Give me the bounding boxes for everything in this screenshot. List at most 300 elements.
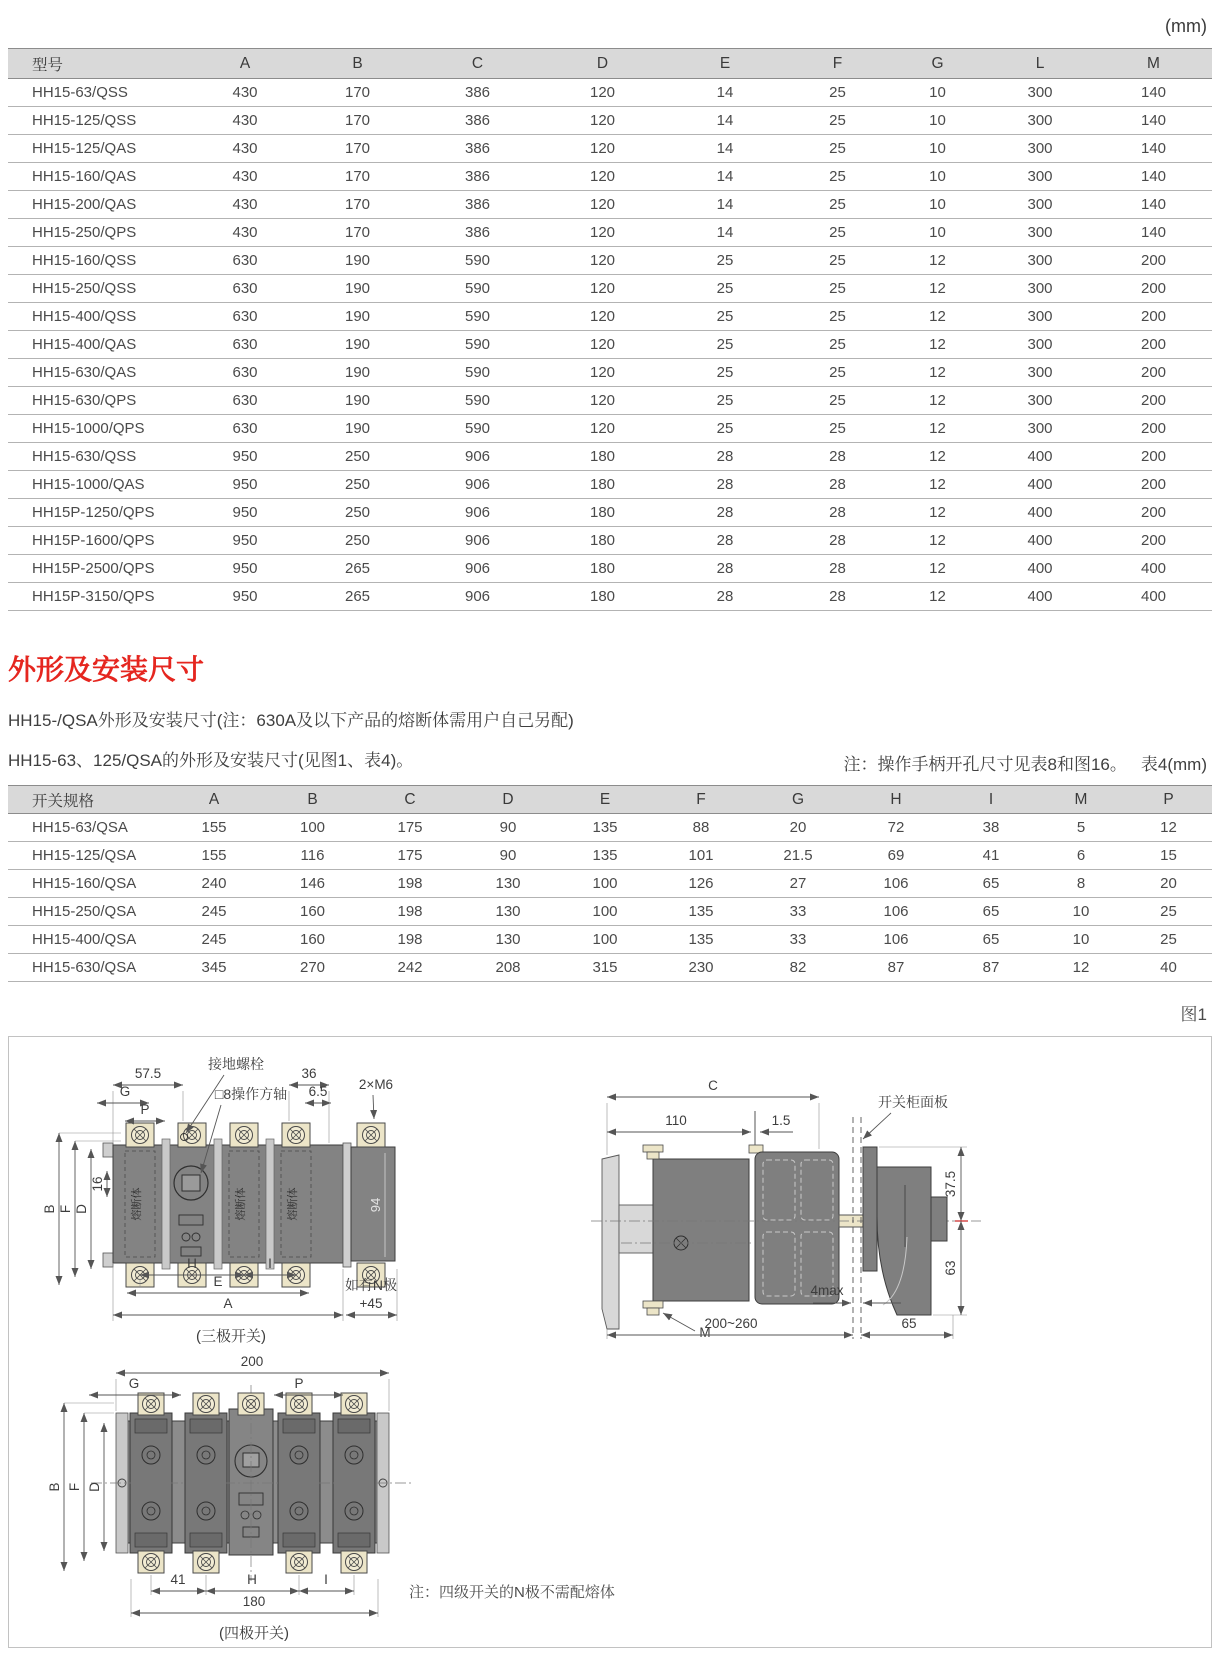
value-cell: 27 [749, 870, 847, 898]
value-cell: 25 [785, 303, 890, 331]
value-cell: 300 [985, 219, 1095, 247]
value-cell: 300 [985, 191, 1095, 219]
value-cell: 155 [164, 814, 264, 842]
value-cell: 190 [300, 415, 415, 443]
value-cell: 87 [847, 954, 945, 982]
panel-label: 开关柜面板 [878, 1094, 948, 1110]
value-cell: 170 [300, 219, 415, 247]
value-cell: 300 [985, 303, 1095, 331]
value-cell: 590 [415, 331, 540, 359]
value-cell: 28 [785, 583, 890, 611]
value-cell: 38 [945, 814, 1037, 842]
value-cell: 14 [665, 107, 785, 135]
value-cell: 25 [1125, 898, 1212, 926]
value-cell: 590 [415, 415, 540, 443]
value-cell: 25 [665, 275, 785, 303]
value-cell: 200 [1095, 247, 1212, 275]
value-cell: 25 [665, 387, 785, 415]
value-cell: 65 [945, 926, 1037, 954]
value-cell: 300 [985, 79, 1095, 107]
dim-label: G [119, 1084, 131, 1099]
handle-note-text: 注：操作手柄开孔尺寸见表8和图16。 [843, 755, 1127, 774]
m6-label: 2×M6 [358, 1077, 394, 1092]
value-cell: 130 [459, 898, 557, 926]
model-cell: HH15-125/QSS [8, 107, 190, 135]
table-row [8, 870, 1212, 898]
dim-label: 6.5 [308, 1084, 328, 1099]
value-cell: 208 [459, 954, 557, 982]
model-cell: HH15P-2500/QPS [8, 555, 190, 583]
value-cell: 10 [890, 79, 985, 107]
fuse-body-text: 熔断体 [131, 1187, 143, 1221]
value-cell: 120 [540, 359, 665, 387]
dim-label: A [223, 1296, 233, 1311]
value-cell: 12 [890, 247, 985, 275]
value-cell: 200 [1095, 471, 1212, 499]
table-row [8, 275, 1212, 303]
value-cell: 630 [190, 359, 300, 387]
value-cell: 265 [300, 583, 415, 611]
value-cell: 300 [985, 163, 1095, 191]
value-cell: 120 [540, 79, 665, 107]
value-cell: 950 [190, 471, 300, 499]
column-header: C [361, 786, 459, 814]
table-row [8, 499, 1212, 527]
value-cell: 10 [890, 107, 985, 135]
value-cell: 400 [985, 583, 1095, 611]
model-cell: HH15-630/QSS [8, 443, 190, 471]
dim-label: P [294, 1376, 304, 1391]
dim-label: H [187, 1256, 197, 1271]
value-cell: 140 [1095, 219, 1212, 247]
value-cell: 14 [665, 135, 785, 163]
value-cell: 175 [361, 814, 459, 842]
value-cell: 20 [1125, 870, 1212, 898]
value-cell: 87 [945, 954, 1037, 982]
value-cell: 950 [190, 527, 300, 555]
value-cell: 200 [1095, 527, 1212, 555]
table-row [8, 415, 1212, 443]
value-cell: 120 [540, 415, 665, 443]
model-cell: HH15P-1250/QPS [8, 499, 190, 527]
table-row [8, 247, 1212, 275]
value-cell: 190 [300, 359, 415, 387]
column-header: H [847, 786, 945, 814]
value-cell: 120 [540, 219, 665, 247]
fuse-body-text: 熔断体 [235, 1187, 247, 1221]
model-cell: HH15-630/QSA [8, 954, 164, 982]
value-cell: 100 [557, 926, 653, 954]
value-cell: 120 [540, 303, 665, 331]
model-cell: HH15-160/QSA [8, 870, 164, 898]
dim-label: 180 [242, 1594, 266, 1609]
value-cell: 126 [653, 870, 749, 898]
column-header: P [1125, 786, 1212, 814]
value-cell: 198 [361, 870, 459, 898]
value-cell: 250 [300, 471, 415, 499]
value-cell: 130 [459, 926, 557, 954]
value-cell: 8 [1037, 870, 1125, 898]
fuse-body-text: 熔断体 [287, 1187, 299, 1221]
table-row [8, 583, 1212, 611]
value-cell: 170 [300, 79, 415, 107]
value-cell: 400 [985, 471, 1095, 499]
value-cell: 25 [665, 247, 785, 275]
column-header: G [749, 786, 847, 814]
dim-label: F [58, 1204, 73, 1214]
ground-bolt-label: 接地螺栓 [208, 1056, 264, 1072]
value-cell: 28 [665, 583, 785, 611]
value-cell: 430 [190, 135, 300, 163]
value-cell: 135 [557, 842, 653, 870]
value-cell: 82 [749, 954, 847, 982]
column-header: D [459, 786, 557, 814]
value-cell: 25 [785, 79, 890, 107]
value-cell: 90 [459, 814, 557, 842]
value-cell: 120 [540, 163, 665, 191]
value-cell: 10 [890, 219, 985, 247]
value-cell: 130 [459, 870, 557, 898]
value-cell: 250 [300, 499, 415, 527]
value-cell: 25 [665, 331, 785, 359]
value-cell: 180 [540, 583, 665, 611]
dim-label: D [87, 1482, 102, 1492]
column-header: B [264, 786, 361, 814]
table-row [8, 331, 1212, 359]
value-cell: 12 [890, 499, 985, 527]
value-cell: 100 [557, 898, 653, 926]
value-cell: 345 [164, 954, 264, 982]
value-cell: 430 [190, 219, 300, 247]
value-cell: 25 [665, 303, 785, 331]
value-cell: 10 [890, 163, 985, 191]
value-cell: 12 [1125, 814, 1212, 842]
value-cell: 300 [985, 135, 1095, 163]
dim-label: I [324, 1572, 328, 1587]
column-header: E [557, 786, 653, 814]
value-cell: 135 [653, 898, 749, 926]
value-cell: 12 [890, 555, 985, 583]
value-cell: 12 [890, 359, 985, 387]
value-cell: 200 [1095, 275, 1212, 303]
value-cell: 14 [665, 191, 785, 219]
table-row [8, 527, 1212, 555]
table-row [8, 926, 1212, 954]
value-cell: 40 [1125, 954, 1212, 982]
value-cell: 6 [1037, 842, 1125, 870]
table-row [8, 163, 1212, 191]
value-cell: 25 [785, 331, 890, 359]
value-cell: 41 [945, 842, 1037, 870]
value-cell: 200 [1095, 303, 1212, 331]
dim-label: B [42, 1204, 57, 1214]
value-cell: 190 [300, 275, 415, 303]
value-cell: 386 [415, 135, 540, 163]
value-cell: 21.5 [749, 842, 847, 870]
model-cell: HH15-400/QAS [8, 331, 190, 359]
value-cell: 430 [190, 191, 300, 219]
value-cell: 28 [665, 527, 785, 555]
section-text-line2: HH15-63、125/QSA的外形及安装尺寸(见图1、表4)。 [8, 751, 414, 770]
four-pole-drawing [31, 1343, 471, 1643]
value-cell: 906 [415, 527, 540, 555]
table-row [8, 898, 1212, 926]
value-cell: 120 [540, 135, 665, 163]
value-cell: 906 [415, 499, 540, 527]
value-cell: 88 [653, 814, 749, 842]
value-cell: 200 [1095, 415, 1212, 443]
value-cell: 180 [540, 527, 665, 555]
table-row [8, 219, 1212, 247]
value-cell: 300 [985, 331, 1095, 359]
model-cell: HH15P-1600/QPS [8, 527, 190, 555]
table-row [8, 107, 1212, 135]
table-row [8, 443, 1212, 471]
value-cell: 25 [1125, 926, 1212, 954]
side-view-drawing [561, 1047, 1121, 1347]
model-cell: HH15-250/QSS [8, 275, 190, 303]
value-cell: 270 [264, 954, 361, 982]
value-cell: 100 [557, 870, 653, 898]
value-cell: 25 [785, 359, 890, 387]
value-cell: 190 [300, 247, 415, 275]
model-cell: HH15-250/QSA [8, 898, 164, 926]
dim-label: C [708, 1078, 718, 1093]
unit-note: (mm) [1165, 16, 1207, 36]
model-cell: HH15-1000/QAS [8, 471, 190, 499]
dim-label: E [213, 1274, 223, 1289]
value-cell: 25 [785, 387, 890, 415]
value-cell: 72 [847, 814, 945, 842]
value-cell: 245 [164, 898, 264, 926]
value-cell: 28 [785, 555, 890, 583]
figure-1-tag: 图1 [1180, 1005, 1207, 1024]
value-cell: 135 [557, 814, 653, 842]
value-cell: 190 [300, 331, 415, 359]
value-cell: 300 [985, 359, 1095, 387]
value-cell: 170 [300, 107, 415, 135]
value-cell: 28 [785, 443, 890, 471]
column-header: E [665, 49, 785, 79]
model-cell: HH15-63/QSS [8, 79, 190, 107]
value-cell: 386 [415, 219, 540, 247]
section-title: 外形及安装尺寸 [8, 654, 205, 685]
dim-label: D [74, 1204, 89, 1214]
value-cell: 65 [945, 870, 1037, 898]
dim-label: 16 [90, 1176, 105, 1192]
value-cell: 242 [361, 954, 459, 982]
dim-label: 94 [368, 1197, 383, 1213]
model-cell: HH15-160/QAS [8, 163, 190, 191]
dim-label: 57.5 [134, 1066, 162, 1081]
dim-label: 200 [240, 1354, 264, 1369]
value-cell: 12 [890, 275, 985, 303]
value-cell: 200 [1095, 387, 1212, 415]
value-cell: 14 [665, 163, 785, 191]
value-cell: 33 [749, 898, 847, 926]
value-cell: 950 [190, 555, 300, 583]
dim-label: +45 [359, 1296, 383, 1311]
value-cell: 250 [300, 527, 415, 555]
column-header: 开关规格 [8, 786, 164, 814]
value-cell: 180 [540, 555, 665, 583]
value-cell: 198 [361, 926, 459, 954]
dim-label: P [140, 1102, 150, 1117]
value-cell: 430 [190, 79, 300, 107]
dim-label: H [247, 1572, 257, 1587]
value-cell: 400 [985, 443, 1095, 471]
value-cell: 69 [847, 842, 945, 870]
value-cell: 240 [164, 870, 264, 898]
value-cell: 10 [1037, 926, 1125, 954]
value-cell: 630 [190, 303, 300, 331]
table-row [8, 79, 1212, 107]
value-cell: 630 [190, 415, 300, 443]
table-row [8, 387, 1212, 415]
table1-header-row [8, 49, 1212, 79]
figure-1-box [8, 1036, 1212, 1648]
value-cell: 25 [785, 163, 890, 191]
value-cell: 28 [785, 527, 890, 555]
value-cell: 12 [890, 443, 985, 471]
value-cell: 906 [415, 471, 540, 499]
value-cell: 10 [890, 191, 985, 219]
table-row [8, 842, 1212, 870]
value-cell: 630 [190, 247, 300, 275]
value-cell: 25 [785, 219, 890, 247]
value-cell: 120 [540, 107, 665, 135]
value-cell: 190 [300, 387, 415, 415]
three-pole-drawing [41, 1047, 471, 1347]
value-cell: 25 [785, 191, 890, 219]
value-cell: 906 [415, 443, 540, 471]
value-cell: 315 [557, 954, 653, 982]
value-cell: 160 [264, 926, 361, 954]
value-cell: 190 [300, 303, 415, 331]
dim-label: I [268, 1256, 272, 1271]
value-cell: 106 [847, 898, 945, 926]
value-cell: 386 [415, 107, 540, 135]
value-cell: 12 [890, 583, 985, 611]
dim-label: 41 [170, 1572, 186, 1587]
value-cell: 28 [785, 471, 890, 499]
value-cell: 20 [749, 814, 847, 842]
value-cell: 140 [1095, 135, 1212, 163]
value-cell: 950 [190, 499, 300, 527]
value-cell: 630 [190, 275, 300, 303]
value-cell: 198 [361, 898, 459, 926]
dim-label: 37.5 [943, 1170, 958, 1198]
value-cell: 590 [415, 303, 540, 331]
dim-label: F [67, 1482, 82, 1492]
table-row [8, 471, 1212, 499]
value-cell: 25 [785, 275, 890, 303]
value-cell: 250 [300, 443, 415, 471]
value-cell: 10 [890, 135, 985, 163]
value-cell: 170 [300, 135, 415, 163]
four-pole-caption: (四极开关) [219, 1625, 289, 1642]
value-cell: 590 [415, 359, 540, 387]
model-cell: HH15-63/QSA [8, 814, 164, 842]
value-cell: 200 [1095, 359, 1212, 387]
value-cell: 106 [847, 870, 945, 898]
value-cell: 25 [785, 135, 890, 163]
dim-label: 110 [665, 1113, 687, 1128]
model-dimension-table [8, 48, 1212, 611]
value-cell: 430 [190, 107, 300, 135]
model-cell: HH15-400/QSA [8, 926, 164, 954]
value-cell: 140 [1095, 163, 1212, 191]
value-cell: 106 [847, 926, 945, 954]
value-cell: 25 [665, 415, 785, 443]
value-cell: 200 [1095, 499, 1212, 527]
column-header: I [945, 786, 1037, 814]
value-cell: 28 [785, 499, 890, 527]
value-cell: 300 [985, 415, 1095, 443]
figure-note: 注：四级开关的N极不需配熔体 [409, 1584, 615, 1601]
value-cell: 200 [1095, 331, 1212, 359]
dim-label: 200~260 [704, 1316, 758, 1331]
value-cell: 300 [985, 247, 1095, 275]
value-cell: 906 [415, 555, 540, 583]
value-cell: 160 [264, 898, 361, 926]
value-cell: 120 [540, 387, 665, 415]
value-cell: 400 [985, 555, 1095, 583]
model-cell: HH15-1000/QPS [8, 415, 190, 443]
column-header: M [1037, 786, 1125, 814]
column-header: D [540, 49, 665, 79]
handle-note [844, 750, 1207, 775]
dim-label: 63 [943, 1260, 958, 1276]
value-cell: 33 [749, 926, 847, 954]
column-header: L [985, 49, 1095, 79]
table-row [8, 814, 1212, 842]
value-cell: 12 [890, 415, 985, 443]
value-cell: 430 [190, 163, 300, 191]
value-cell: 90 [459, 842, 557, 870]
table-row [8, 191, 1212, 219]
model-cell: HH15-125/QAS [8, 135, 190, 163]
model-cell: HH15-250/QPS [8, 219, 190, 247]
dim-label: 1.5 [771, 1113, 791, 1128]
value-cell: 590 [415, 387, 540, 415]
column-header: G [890, 49, 985, 79]
value-cell: 28 [665, 499, 785, 527]
value-cell: 15 [1125, 842, 1212, 870]
value-cell: 25 [785, 247, 890, 275]
value-cell: 180 [540, 471, 665, 499]
value-cell: 950 [190, 443, 300, 471]
shaft-label: □8操作方轴 [214, 1086, 288, 1102]
value-cell: 630 [190, 387, 300, 415]
value-cell: 14 [665, 219, 785, 247]
value-cell: 12 [1037, 954, 1125, 982]
value-cell: 245 [164, 926, 264, 954]
dim-label: 36 [301, 1066, 317, 1081]
value-cell: 400 [1095, 583, 1212, 611]
value-cell: 300 [985, 275, 1095, 303]
value-cell: 400 [985, 527, 1095, 555]
column-header: M [1095, 49, 1212, 79]
table-row [8, 135, 1212, 163]
value-cell: 386 [415, 191, 540, 219]
model-cell: HH15P-3150/QPS [8, 583, 190, 611]
value-cell: 180 [540, 499, 665, 527]
value-cell: 12 [890, 471, 985, 499]
dim-label: 4max [810, 1283, 844, 1298]
value-cell: 175 [361, 842, 459, 870]
value-cell: 146 [264, 870, 361, 898]
